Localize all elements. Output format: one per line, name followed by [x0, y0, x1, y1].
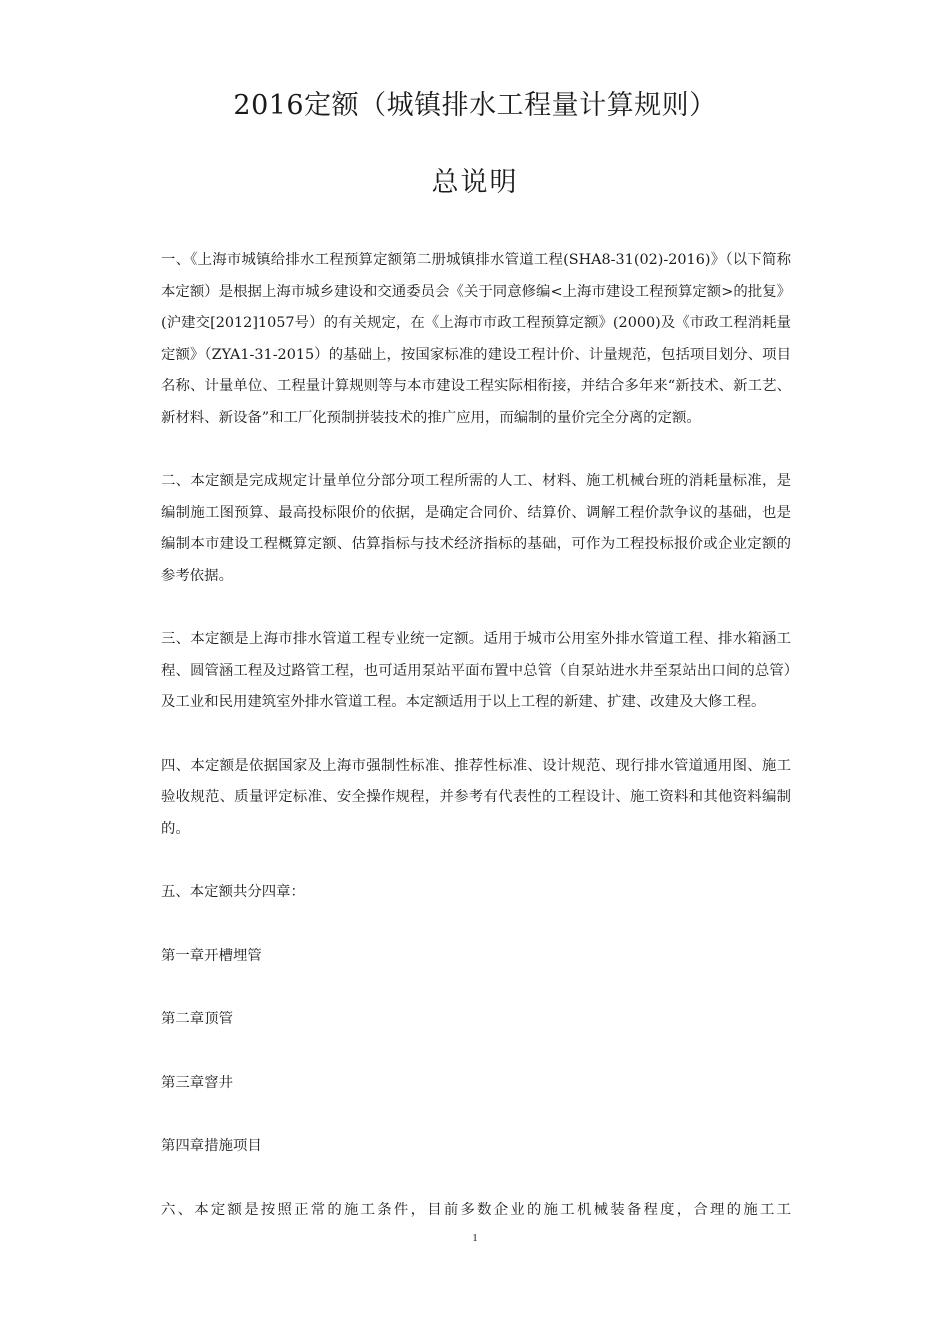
paragraph-5: 五、本定额共分四章： [161, 884, 305, 900]
paragraph-4: 四、本定额是依据国家及上海市强制性标准、推荐性标准、设计规范、现行排水管道通用图、施工验收规范、质量评定标准、安全操作规程，并参考有代表性的工程设计、施工资料和其他资料编制的。 [161, 757, 791, 837]
chapter-3: 第三章窨井 [161, 1074, 233, 1091]
document-title: 2016定额（城镇排水工程量计算规则） [233, 90, 717, 121]
chapter-1: 第一章开槽埋管 [161, 947, 262, 964]
document-body [161, 245, 791, 1226]
paragraph-2: 二、本定额是完成规定计量单位分部分项工程所需的人工、材料、施工机械台班的消耗量标准，是编制施工图预算、最高投标限价的依据，是确定合同价、结算价、调解工程价款争议的基础，也是编制本市建设工程概算定额、估算指标与技术经济指标的基础，可作为工程投标报价或企业定额的参考依据。 [161, 473, 791, 584]
paragraph-3: 三、本定额是上海市排水管道工程专业统一定额。适用于城市公用室外排水管道工程、排水箱涵工程、圆管涵工程及过路管工程，也可适用泵站平面布置中总管（自泵站进水井至泵站出口间的总管）及工业和民用建筑室外排水管道工程。本定额适用于以上工程的新建、扩建、改建及大修工程。 [161, 631, 791, 710]
chapter-4: 第四章措施项目 [161, 1138, 262, 1154]
page-number: 1 [472, 1232, 478, 1244]
paragraph-6: 六、本定额是按照正常的施工条件，目前多数企业的施工机械装备程度，合理的施工工 [161, 1201, 791, 1218]
paragraph-1: 一、《上海市城镇给排水工程预算定额第二册城镇排水管道工程(SHA8-31(02)-2016)》（以下简称本定额）是根据上海市城乡建设和交通委员会《关于同意修编<上海市建设工程预算定额>的批复》(沪建交[2012]1057号）的有关规定，在《上海市市政工程预算定额》(2000)及《市政工程消耗量定额》（ZYA1-31-2015）的基础上，按国家标准的建设工程计价、计量规范，包括项目划分、项目名称、计量单位、工程量计算规则等与本市建设工程实际相衔接，并结合多年来“新技术、新工艺、新材料、新设备”和工厂化预制拼装技术的推广应用，而编制的量价完全分离的定额。 [161, 252, 791, 426]
section-heading: 总说明 [431, 167, 519, 198]
chapter-2: 第二章顶管 [161, 1011, 233, 1027]
